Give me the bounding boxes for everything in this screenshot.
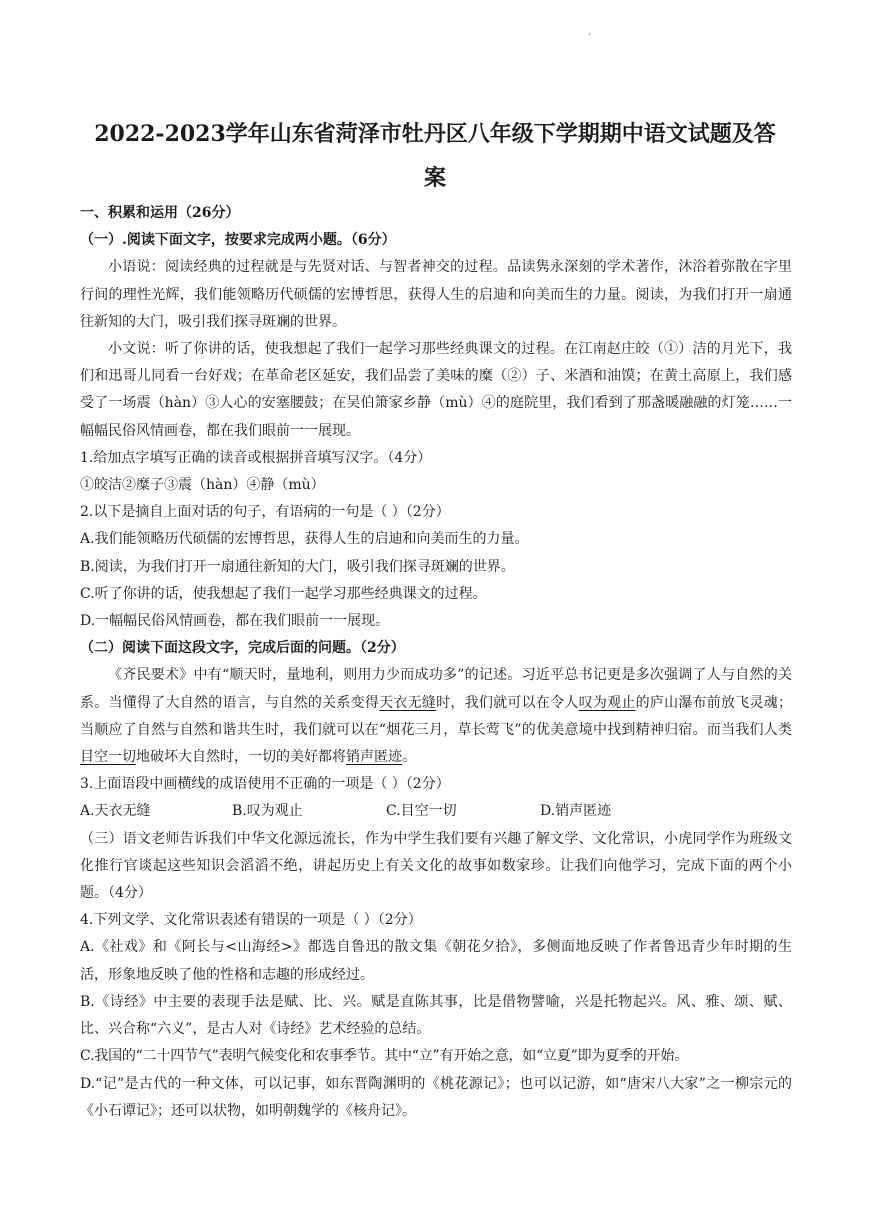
passage-text: 。 bbox=[402, 749, 416, 766]
underlined-idiom: 销声匿迹 bbox=[346, 749, 402, 766]
part3-intro: （三）语文老师告诉我们中华文化源远流长，作为中学生我们要有兴趣了解文学、文化常识，小虎同学作为班级文化推行官谈起这些知识会滔滔不绝，讲起历史上有关文化的故事如数家珍。让我们向他学习，完成下面的两个小题。（4分） bbox=[80, 830, 792, 902]
passage-text: 地破坏大自然时，一切的美好都将 bbox=[136, 749, 346, 766]
question-1-items: ①皎洁②糜子③震（hàn）④静（mù） bbox=[80, 477, 325, 494]
page-dot: · bbox=[588, 30, 592, 41]
option-d: D.“记”是古代的一种文体，可以记事，如东晋陶渊明的《桃花源记》；也可以记游，如“唐宋八大家”之一柳宗元的《小石谭记》；还可以状物，如明朝魏学的《核舟记》。 bbox=[80, 1075, 792, 1119]
option-b: B.《诗经》中主要的表现手法是赋、比、兴。赋是直陈其事，比是借物譬喻，兴是托物起兴。风、雅、颂、赋、比、兴合称“六义”，是古人对《诗经》艺术经验的总结。 bbox=[80, 993, 792, 1038]
part1-heading: （一）.阅读下面文字，按要求完成两小题。（6分） bbox=[80, 232, 396, 249]
section-heading: 一、积累和运用（26分） bbox=[80, 205, 240, 221]
option-d: D.销声匿迹 bbox=[540, 803, 612, 820]
question-3: 3.上面语段中画横线的成语使用不正确的一项是（ ）（2分） bbox=[80, 776, 450, 793]
page-title bbox=[80, 112, 790, 200]
option-c: C.听了你讲的话，使我想起了我们一起学习那些经典课文的过程。 bbox=[80, 585, 487, 602]
option-c: C.目空一切 bbox=[386, 803, 457, 820]
option-c: C.我国的“二十四节气”表明气候变化和农事季节。其中“立”有开始之意，如“立夏”即为夏季的开始。 bbox=[80, 1048, 689, 1065]
question-1: 1.给加点字填写正确的读音或根据拼音填写汉字。（4分） bbox=[80, 449, 432, 466]
title-line-2: 案 bbox=[423, 165, 446, 191]
question-4: 4.下列文学、文化常识表述有错误的一项是（ ）（2分） bbox=[80, 912, 422, 929]
option-a: A.我们能领略历代硕儒的宏博哲思，获得人生的启迪和向美而生的力量。 bbox=[80, 531, 529, 548]
part2-heading: （二）阅读下面这段文字，完成后面的问题。（2分） bbox=[80, 640, 405, 657]
question-2: 2.以下是摘自上面对话的句子，有语病的一句是（ ）（2分） bbox=[80, 504, 450, 521]
option-a: A.《社戏》和《阿长与<山海经>》都选自鲁迅的散文集《朝花夕拾》，多侧面地反映了作者鲁迅青少年时期的生活，形象地反映了他的性格和志趣的形成经过。 bbox=[80, 939, 792, 983]
passage-paragraph: 小语说：阅读经典的过程就是与先贤对话、与智者神交的过程。品读隽永深刻的学术著作，沐浴着弥散在字里行间的理性光辉，我们能领略历代硕儒的宏博哲思，获得人生的启迪和向美而生的力量。阅读，为我们打开一扇通往新知的大门，吸引我们探寻斑斓的世界。 bbox=[80, 259, 792, 330]
option-d: D.一幅幅民俗风情画卷，都在我们眼前一一展现。 bbox=[80, 613, 390, 630]
title-line-1: 2022-2023学年山东省菏泽市牡丹区八年级下学期期中语文试题及答 bbox=[94, 121, 776, 147]
passage-text: 《齐民要术》中有“顺天时，量地利，则用力少而成功多”的记述。习近平总书记更是多次强调了人与自然的关系。当懂得了大自然的语言，与自然的关系变得 bbox=[80, 667, 792, 711]
option-b: B.叹为观止 bbox=[232, 803, 303, 820]
option-b: B.阅读，为我们打开一扇通往新知的大门，吸引我们探寻斑斓的世界。 bbox=[80, 558, 515, 575]
passage-text: 时，我们就可以在令人 bbox=[436, 694, 579, 711]
question-3-options bbox=[80, 798, 792, 825]
passage-paragraph: 小文说：听了你讲的话，使我想起了我们一起学习那些经典课文的过程。在江南赵庄皎（①）洁的月光下，我们和迅哥儿同看一台好戏；在革命老区延安，我们品尝了美味的糜（②）子、米酒和油馍；在黄土高原上，我们感受了一场震（hàn）③人心的安塞腰鼓；在吴伯箫家乡静（mù）④的庭院里，我们看到了那盏暖融融的灯笼……一幅幅民俗风情画卷，都在我们眼前一一展现。 bbox=[80, 341, 792, 439]
document-body bbox=[80, 200, 792, 1125]
passage-paragraph bbox=[80, 662, 792, 771]
underlined-idiom: 天衣无缝 bbox=[379, 694, 437, 711]
passage-text: 的庐山瀑布前放飞灵魂；当顺应了自然与自然和谐共生时，我们就可以在“烟花三月，草长莺飞”的优美意境中找到精神归宿。而当我们人类 bbox=[80, 694, 793, 738]
underlined-idiom: 叹为观止 bbox=[578, 694, 636, 711]
underlined-idiom: 目空一切 bbox=[80, 749, 136, 766]
option-a: A.天衣无缝 bbox=[80, 803, 151, 820]
